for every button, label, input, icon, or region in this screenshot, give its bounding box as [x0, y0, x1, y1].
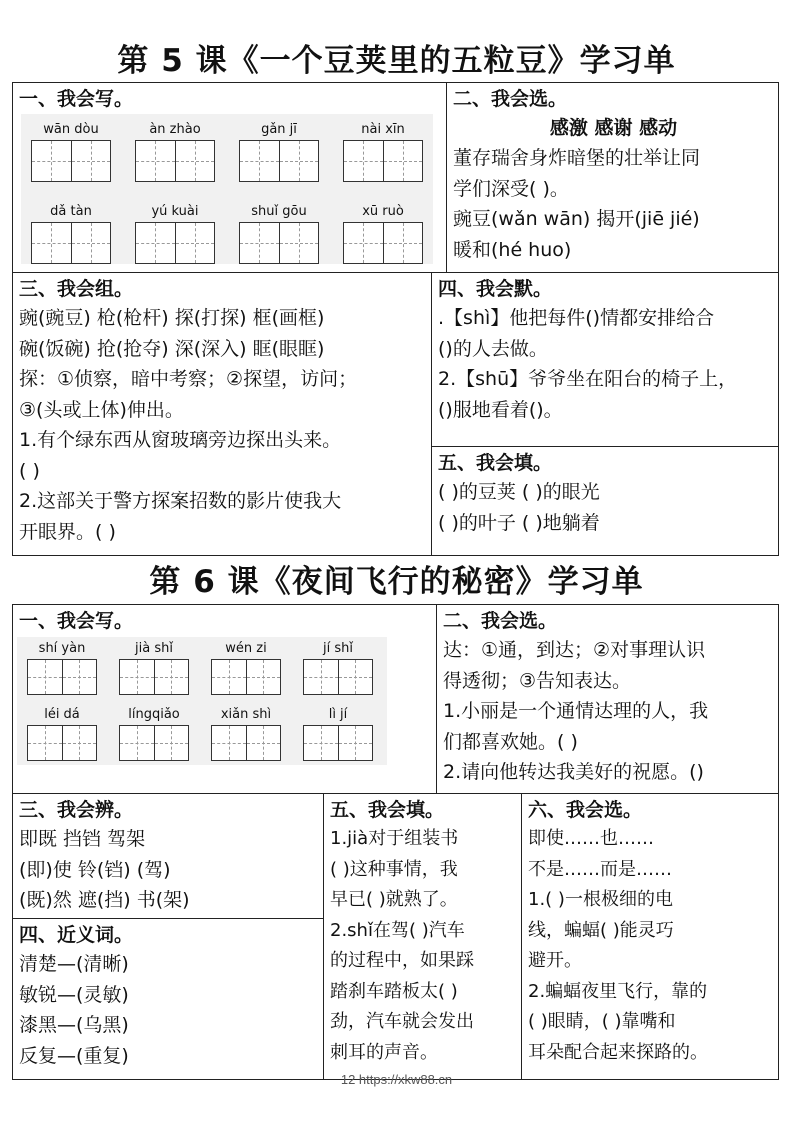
character-square[interactable]: [280, 141, 319, 181]
character-square[interactable]: [344, 141, 384, 181]
text-line: 2.蝙蝠夜里飞行，靠的: [528, 980, 708, 1002]
writing-cell: [27, 204, 115, 266]
character-square[interactable]: [120, 726, 155, 760]
lesson5-title: 第 5 课《一个豆荚里的五粒豆》学习单: [117, 43, 676, 79]
character-square[interactable]: [176, 141, 215, 181]
l6-distinguish-heading: 三、我会辨。: [19, 799, 134, 821]
writing-cell: [115, 641, 193, 697]
character-square[interactable]: [240, 223, 280, 263]
character-square[interactable]: [339, 660, 373, 694]
l6-fill-body: [324, 824, 521, 1068]
l5-fill-section: [431, 446, 779, 556]
pinyin-label: gǎn jī: [261, 122, 297, 137]
text-line: ( )的豆荚 ( )的眼光: [438, 481, 600, 503]
writing-cell: [115, 707, 193, 763]
l5-choose-body: [447, 143, 778, 265]
character-square[interactable]: [176, 223, 215, 263]
l6-select-section: [521, 793, 779, 1080]
text-line: 2.请向他转达我美好的祝愿。(): [443, 761, 704, 783]
writing-cell: [207, 707, 285, 763]
text-line: .【shì】他把每件()情都安排给合: [438, 307, 715, 329]
text-line: 劲，汽车就会发出: [330, 1011, 474, 1032]
text-line: 线，蝙蝠( )能灵巧: [528, 919, 674, 941]
pinyin-label: jí shǐ: [323, 641, 353, 656]
text-line: 豌(豌豆) 枪(枪杆) 探(打探) 框(画框): [19, 307, 325, 329]
writing-cell: [235, 204, 323, 266]
l5-write-heading: 一、我会写。: [19, 88, 134, 110]
pinyin-label: àn zhào: [149, 122, 201, 137]
character-square[interactable]: [212, 660, 247, 694]
character-square[interactable]: [63, 660, 97, 694]
l6-write-section: [12, 604, 437, 794]
text-line: ( )的叶子 ( )地躺着: [438, 511, 600, 534]
text-line: ()的人去做。: [438, 337, 548, 360]
writing-cell: [23, 641, 101, 697]
l5-group-section: [12, 272, 432, 556]
text-line: 刺耳的声音。: [330, 1041, 438, 1063]
l6-choose-heading: 二、我会选。: [443, 610, 558, 632]
character-square[interactable]: [384, 223, 423, 263]
text-line: 1.小丽是一个通情达理的人，我: [443, 700, 709, 722]
pinyin-label: wān dòu: [43, 122, 99, 137]
character-square[interactable]: [240, 141, 280, 181]
text-line: 得透彻；③告知表达。: [443, 669, 632, 692]
l5-group-body: [13, 303, 431, 547]
text-line: 开眼界。( ): [19, 520, 116, 543]
pinyin-label: xū ruò: [362, 204, 404, 219]
text-line: 1.( )一根极细的电: [528, 889, 673, 910]
writing-cell: [131, 122, 219, 184]
text-line: (既)然 遮(挡) 书(架): [19, 889, 190, 911]
writing-boxes[interactable]: [303, 659, 373, 695]
writing-boxes[interactable]: [31, 222, 111, 264]
text-line: 耳朵配合起来探路的。: [528, 1041, 708, 1063]
character-square[interactable]: [155, 660, 189, 694]
l6-write-heading: 一、我会写。: [19, 610, 134, 632]
pinyin-label: yú kuài: [151, 204, 199, 219]
writing-boxes[interactable]: [27, 659, 97, 695]
character-square[interactable]: [344, 223, 384, 263]
pinyin-label: shí yàn: [38, 641, 86, 656]
writing-boxes[interactable]: [135, 140, 215, 182]
text-line: 踏刹车踏板太( ): [330, 980, 458, 1002]
writing-boxes[interactable]: [31, 140, 111, 182]
writing-boxes[interactable]: [119, 659, 189, 695]
pinyin-label: língqiǎo: [128, 707, 180, 722]
pinyin-label: shuǐ gōu: [251, 204, 307, 219]
text-line: 2.【shū】爷爷坐在阳台的椅子上，: [438, 368, 738, 390]
l6-distinguish-section: [12, 793, 324, 919]
text-line: 的过程中，如果踩: [330, 950, 474, 971]
writing-cell: [235, 122, 323, 184]
text-line: ()服地看着()。: [438, 398, 563, 421]
writing-boxes[interactable]: [303, 725, 373, 761]
writing-boxes[interactable]: [239, 140, 319, 182]
writing-cell: [339, 122, 427, 184]
character-square[interactable]: [72, 141, 111, 181]
text-line: ( )这种事情，我: [330, 858, 458, 880]
text-line: ( )眼睛，( )靠嘴和: [528, 1011, 676, 1032]
text-line: 清楚—(清晰): [19, 953, 129, 975]
writing-cell: [299, 707, 377, 763]
text-line: 1.jià对于组装书: [330, 828, 459, 849]
character-square[interactable]: [136, 223, 176, 263]
writing-boxes[interactable]: [135, 222, 215, 264]
character-square[interactable]: [247, 660, 281, 694]
l5-fill-heading: 五、我会填。: [438, 452, 553, 474]
character-square[interactable]: [304, 660, 339, 694]
text-line: 碗(饭碗) 抢(抢夺) 深(深入) 眶(眼眶): [19, 337, 325, 360]
text-line: 避开。: [528, 950, 582, 971]
writing-cell: [23, 707, 101, 763]
writing-cell: [299, 641, 377, 697]
writing-cell: [339, 204, 427, 266]
text-line: ( ): [19, 459, 40, 482]
l5-dictate-heading: 四、我会默。: [438, 278, 553, 300]
text-line: 敏锐—(灵敏): [19, 983, 129, 1006]
character-square[interactable]: [28, 660, 63, 694]
l6-fill-section: [323, 793, 522, 1080]
text-line: 反复—(重复): [19, 1044, 129, 1067]
l6-write-grid: [17, 637, 387, 765]
writing-cell: [27, 122, 115, 184]
writing-boxes[interactable]: [211, 659, 281, 695]
l5-fill-body: [432, 477, 778, 538]
text-line: 达：①通，到达；②对事理认识: [443, 639, 706, 661]
pinyin-label: lì jí: [328, 707, 348, 722]
writing-cell: [207, 641, 285, 697]
pinyin-label: léi dá: [44, 707, 80, 722]
character-square[interactable]: [384, 141, 423, 181]
pinyin-label: dǎ tàn: [50, 204, 92, 219]
character-square[interactable]: [212, 726, 247, 760]
lesson6-title: 第 6 课《夜间飞行的秘密》学习单: [149, 564, 644, 600]
text-line: ③(头或上体)伸出。: [19, 398, 184, 421]
character-square[interactable]: [63, 726, 97, 760]
page-footer: 12 https://xkw88.cn: [340, 1072, 453, 1087]
writing-boxes[interactable]: [239, 222, 319, 264]
text-line: 漆黑—(乌黑): [19, 1014, 129, 1036]
l6-distinguish-body: [13, 824, 323, 916]
text-line: 即既 挡铛 驾架: [19, 828, 146, 850]
character-square[interactable]: [120, 660, 155, 694]
text-line: 学们深受( )。: [453, 177, 569, 200]
l5-choose-options: 感激 感谢 感动: [549, 117, 678, 139]
writing-boxes[interactable]: [119, 725, 189, 761]
character-square[interactable]: [28, 726, 63, 760]
text-line: 1.有个绿东西从窗玻璃旁边探出头来。: [19, 429, 342, 451]
l6-synonyms-body: [13, 949, 323, 1071]
writing-boxes[interactable]: [343, 222, 423, 264]
writing-cell: [131, 204, 219, 266]
l6-fill-heading: 五、我会填。: [330, 799, 445, 821]
l5-dictate-body: [432, 303, 778, 425]
pinyin-label: nài xīn: [361, 122, 405, 137]
text-line: 豌豆(wǎn wān) 揭开(jiē jié): [453, 208, 700, 230]
l5-dictate-section: [431, 272, 779, 447]
text-line: 们都喜欢她。( ): [443, 730, 578, 753]
character-square[interactable]: [155, 726, 189, 760]
pinyin-label: jià shǐ: [135, 641, 173, 656]
text-line: (即)使 铃(铛) (驾): [19, 858, 171, 881]
text-line: 探：①侦察，暗中考察；②探望，访问；: [19, 368, 358, 390]
l6-select-heading: 六、我会选。: [528, 799, 643, 821]
text-line: 2.这部关于警方探案招数的影片使我大: [19, 490, 342, 512]
character-square[interactable]: [280, 223, 319, 263]
character-square[interactable]: [136, 141, 176, 181]
l5-write-grid: [21, 114, 433, 264]
l6-synonyms-section: [12, 918, 324, 1080]
l6-synonyms-heading: 四、近义词。: [19, 924, 134, 946]
pinyin-label: wén zi: [225, 641, 267, 656]
pinyin-label: xiǎn shì: [220, 707, 272, 722]
text-line: 暖和(hé huo): [453, 238, 572, 261]
text-line: 2.shǐ在驾( )汽车: [330, 919, 465, 941]
l5-choose-heading: 二、我会选。: [453, 88, 568, 110]
l5-choose-section: [446, 82, 779, 273]
writing-boxes[interactable]: [343, 140, 423, 182]
text-line: 即使……也……: [528, 828, 654, 849]
text-line: 早已( )就熟了。: [330, 889, 458, 910]
l5-group-heading: 三、我会组。: [19, 278, 134, 300]
character-square[interactable]: [247, 726, 281, 760]
writing-boxes[interactable]: [27, 725, 97, 761]
character-square[interactable]: [32, 223, 72, 263]
l6-choose-section: [436, 604, 779, 794]
l6-select-body: [522, 824, 778, 1068]
character-square[interactable]: [339, 726, 373, 760]
character-square[interactable]: [304, 726, 339, 760]
text-line: 不是……而是……: [528, 858, 672, 880]
text-line: 董存瑞舍身炸暗堡的壮举让同: [453, 147, 701, 169]
l6-choose-body: [437, 635, 778, 788]
writing-boxes[interactable]: [211, 725, 281, 761]
l5-write-section: [12, 82, 447, 273]
character-square[interactable]: [72, 223, 111, 263]
character-square[interactable]: [32, 141, 72, 181]
